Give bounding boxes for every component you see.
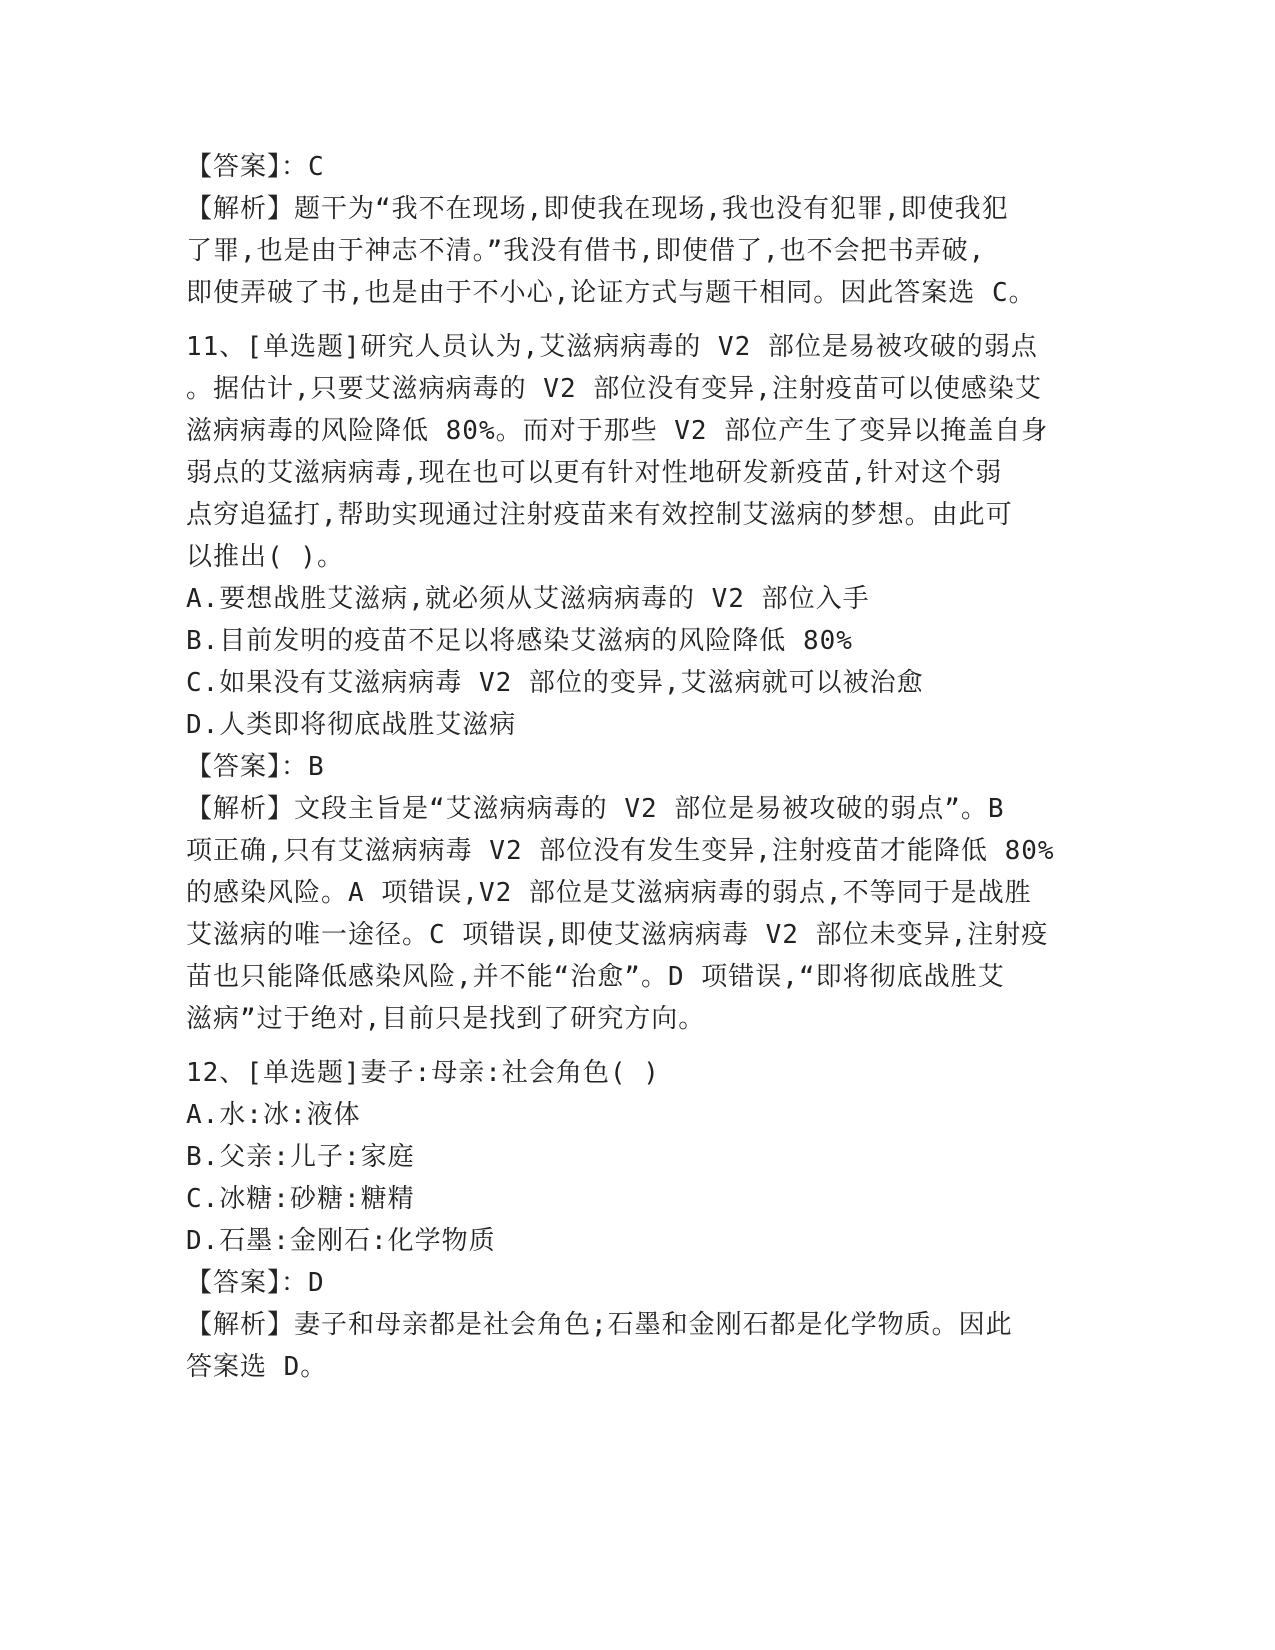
q10-answer-label: 【答案】: [186, 152, 282, 182]
q11-option-a: A.要想战胜艾滋病,就必须从艾滋病病毒的 V2 部位入手: [186, 584, 870, 614]
q11-stem-line-2: 。据估计,只要艾滋病病毒的 V2 部位没有变异,注射疫苗可以使感染艾: [186, 374, 1042, 404]
q12-analysis-line-2: 答案选 D。: [186, 1352, 328, 1382]
q11-answer-sep: ：: [281, 752, 309, 782]
q11-stem-line-5: 点穷追猛打,帮助实现通过注射疫苗来有效控制艾滋病的梦想。由此可: [186, 500, 1013, 530]
q12-option-a: A.水:冰:液体: [186, 1100, 361, 1130]
q12-option-c: C.冰糖:砂糖:糖精: [186, 1184, 415, 1214]
q11-analysis-line-3: 的感染风险。A 项错误,V2 部位是艾滋病病毒的弱点,不等同于是战胜: [186, 878, 1032, 908]
q11-analysis-label: 【解析】: [186, 794, 295, 824]
q11-analysis-line-5: 苗也只能降低感染风险,并不能“治愈”。D 项错误,“即将彻底战胜艾: [186, 962, 1005, 992]
q12-analysis-line-1: [186, 1304, 1066, 1346]
document-content: [186, 146, 1066, 1388]
q11-answer-label: 【答案】: [186, 752, 282, 782]
q11-analysis-line-4: 艾滋病的唯一途径。C 项错误,即使艾滋病病毒 V2 部位未变异,注射疫: [186, 920, 1049, 950]
q11-analysis-line-6: 滋病”过于绝对,目前只是找到了研究方向。: [186, 1004, 706, 1034]
q12-option-d: D.石墨:金刚石:化学物质: [186, 1226, 496, 1256]
q11-option-d: D.人类即将彻底战胜艾滋病: [186, 710, 517, 740]
q11-analysis-text-1: 文段主旨是“艾滋病病毒的 V2 部位是易被攻破的弱点”。B: [294, 794, 1005, 824]
q11-answer-value: B: [308, 752, 325, 782]
q12-analysis-label: 【解析】: [186, 1310, 295, 1340]
q11-option-c: C.如果没有艾滋病病毒 V2 部位的变异,艾滋病就可以被治愈: [186, 668, 924, 698]
q11-answer-line: [186, 746, 1066, 788]
q11-stem-line-3: 滋病病毒的风险降低 80%。而对于那些 V2 部位产生了变异以掩盖自身: [186, 416, 1049, 446]
q12-option-b: B.父亲:儿子:家庭: [186, 1142, 415, 1172]
q10-analysis-text-1: 题干为“我不在现场,即使我在现场,我也没有犯罪,即使我犯: [294, 194, 1009, 224]
q11-block: [186, 326, 1066, 1040]
q12-analysis-text-1: 妻子和母亲都是社会角色;石墨和金刚石都是化学物质。因此: [294, 1310, 1013, 1340]
q10-answer-line: [186, 146, 1066, 188]
q12-answer-value: D: [308, 1268, 325, 1298]
q12-answer-sep: ：: [281, 1268, 309, 1298]
q10-analysis-line-3: 即使弄破了书,也是由于不小心,论证方式与题干相同。因此答案选 C。: [186, 278, 1036, 308]
q11-stem-line-6: 以推出( )。: [186, 542, 344, 572]
q10-analysis-label: 【解析】: [186, 194, 295, 224]
q10-analysis-line-2: 了罪,也是由于神志不清。”我没有借书,即使借了,也不会把书弄破,: [186, 236, 986, 266]
q11-analysis-line-1: [186, 788, 1066, 830]
q11-stem-line-4: 弱点的艾滋病病毒,现在也可以更有针对性地研发新疫苗,针对这个弱: [186, 458, 1003, 488]
q11-stem-line-1: 11、[单选题]研究人员认为,艾滋病病毒的 V2 部位是易被攻破的弱点: [186, 332, 1038, 362]
q10-answer-value: C: [308, 152, 325, 182]
q12-block: [186, 1052, 1066, 1388]
q10-answer-sep: ：: [281, 152, 309, 182]
q11-option-b: B.目前发明的疫苗不足以将感染艾滋病的风险降低 80%: [186, 626, 853, 656]
q12-stem-line-1: 12、[单选题]妻子:母亲:社会角色( ): [186, 1058, 660, 1088]
q12-answer-label: 【答案】: [186, 1268, 282, 1298]
q12-answer-line: [186, 1262, 1066, 1304]
q10-answer-block: [186, 146, 1066, 314]
q11-analysis-line-2: 项正确,只有艾滋病病毒 V2 部位没有发生变异,注射疫苗才能降低 80%: [186, 836, 1055, 866]
q10-analysis-line-1: [186, 188, 1066, 230]
